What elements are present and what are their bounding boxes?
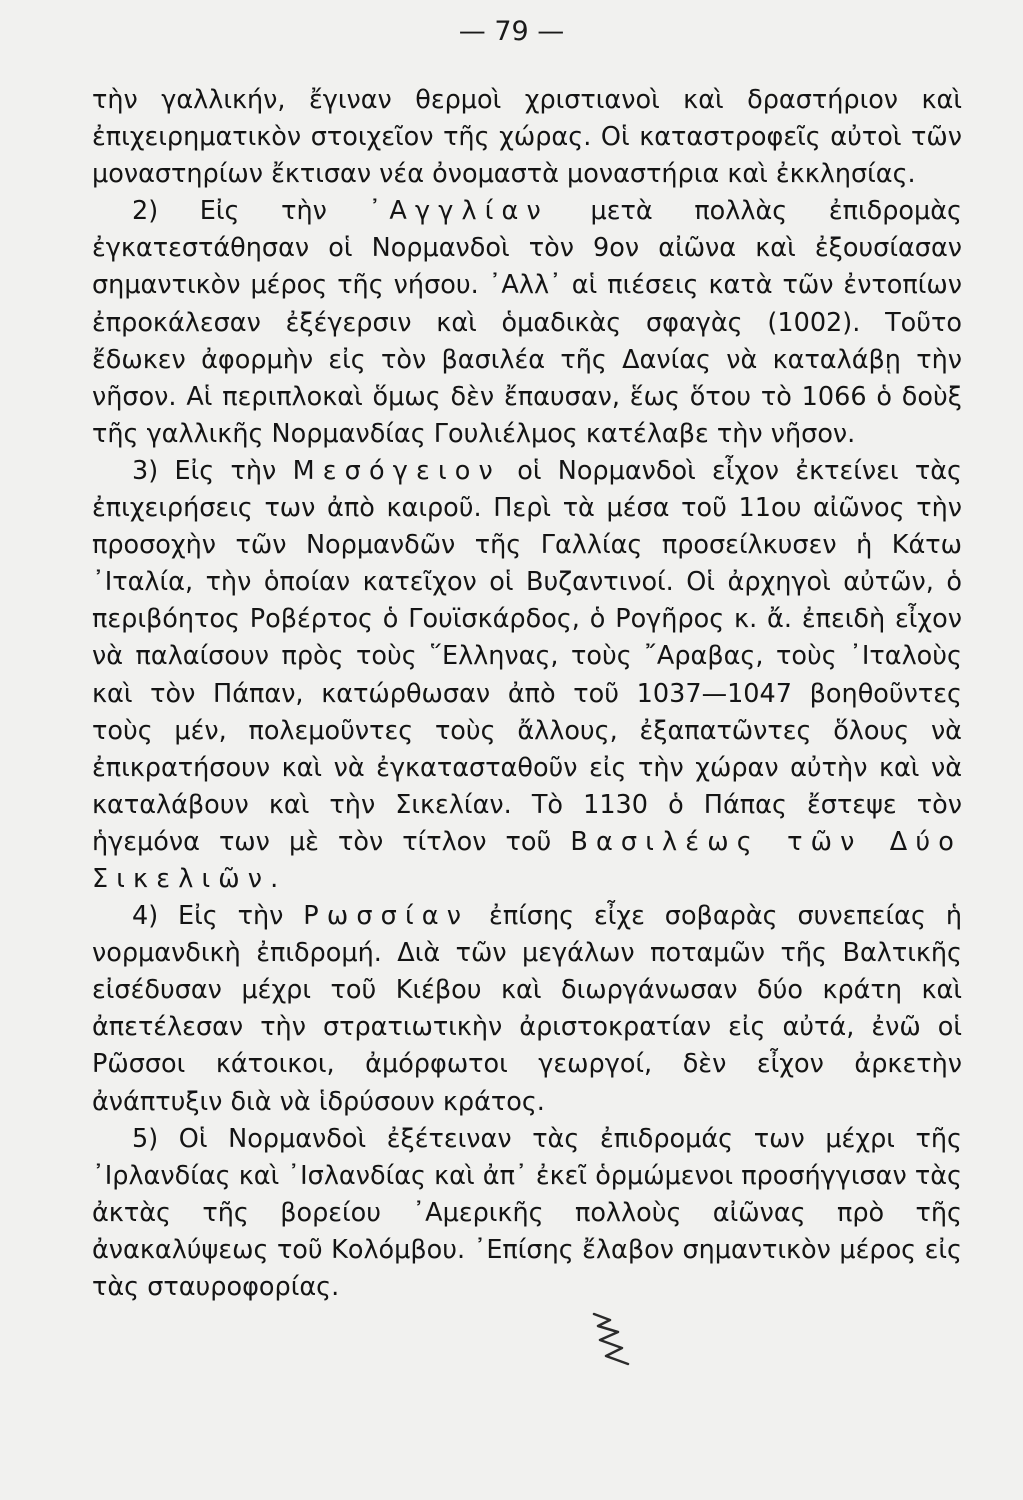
paragraph-3-text: οἱ Νορμανδοὶ εἶχον ἐκτείνει τὰς ἐπιχειρήσεις των ἀπὸ καιροῦ. Περὶ τὰ μέσα τοῦ 11ου αἰῶνος τὴν προσοχὴν τῶν Νορμανδῶν τῆς Γαλλίας προσείλκυσεν ἡ Κάτω ᾽Ιταλία, τὴν ὁποίαν κατεῖχον οἱ Βυζαντινοί. Οἱ ἀρχηγοὶ αὐτῶν, ὁ περιβόητος Ροβέρτος ὁ Γουϊσκάρδος, ὁ Ρογῆρος κ. ἄ. ἐπειδὴ εἶχον νὰ παλαίσουν πρὸς τοὺς ῞Ελληνας, τοὺς ῎Αραβας, τοὺς ᾽Ιταλοὺς καὶ τὸν Πάπαν, κατώρθωσαν ἀπὸ τοῦ 1037—1047 βοηθοῦντες τοὺς μέν, πολεμοῦντες τοὺς ἄλλους, ἐξαπατῶντες ὅλους νὰ ἐπικρατήσουν καὶ νὰ ἐγκατασταθοῦν εἰς τὴν χώραν αὐτὴν καὶ νὰ καταλάβουν καὶ τὴν Σικελίαν. Τὸ 1130 ὁ Πάπας ἔστεψε τὸν ἡγεμόνα των μὲ τὸν τίτλον τοῦ bbox=[92, 455, 962, 857]
paragraph-2-lead: 2) Εἰς τὴν bbox=[132, 196, 327, 227]
body-text bbox=[92, 82, 962, 1306]
paragraph-4-lead: 4) Εἰς τὴν bbox=[132, 901, 284, 932]
paragraph-1: τὴν γαλλικήν, ἔγιναν θερμοὶ χριστιανοὶ καὶ δραστήριον καὶ ἐπιχειρηματικὸν στοιχεῖον τῆς χώρας. Οἱ καταστροφεῖς αὐτοὶ τῶν μοναστηρίων ἔκτισαν νέα ὀνομαστὰ μοναστήρια καὶ ἐκκλησίας. bbox=[92, 85, 962, 190]
term-england: ᾽Αγγλίαν bbox=[368, 196, 549, 227]
paragraph-4 bbox=[92, 898, 962, 1121]
paragraph-5: 5) Οἱ Νορμανδοὶ ἐξέτειναν τὰς ἐπιδρομάς των μέχρι τῆς ᾽Ιρλανδίας καὶ ᾽Ισλανδίας καὶ ἀπ᾽ ἐκεῖ ὁρμώμενοι προσήγγισαν τὰς ἀκτὰς τῆς βορείου ᾽Αμερικῆς πολλοὺς αἰῶνας πρὸ τῆς ἀνακαλύψεως τοῦ Κολόμβου. ᾽Επίσης ἔλαβον σημαντικὸν μέρος εἰς τὰς σταυροφορίας. bbox=[92, 1123, 962, 1302]
paragraph-4-text: ἐπίσης εἶχε σοβαρὰς συνεπείας ἡ νορμανδικὴ ἐπιδρομή. Διὰ τῶν μεγάλων ποταμῶν τῆς Βαλτικῆς εἰσέδυσαν μέχρι τοῦ Κιέβου καὶ διωργάνωσαν δύο κράτη καὶ ἀπετέλεσαν τὴν στρατιωτικὴν ἀριστοκρατίαν εἰς αὐτά, ἐνῶ οἱ Ρῶσσοι κάτοικοι, ἀμόρφωτοι γεωργοί, δὲν εἶχον ἀρκετὴν ἀνάπτυξιν διὰ νὰ ἱδρύσουν κράτος. bbox=[92, 901, 963, 1117]
paragraph-3-lead: 3) Εἰς τὴν bbox=[132, 455, 277, 486]
term-mediterranean: Μεσόγειον bbox=[292, 455, 501, 486]
term-russia: Ρωσσίαν bbox=[303, 901, 470, 932]
page-number: — 79 — bbox=[458, 16, 565, 47]
pen-mark-icon bbox=[588, 1308, 634, 1368]
title-two-sicilies: Βασιλέως τῶν Δύο Σικελιῶν. bbox=[92, 826, 962, 894]
paragraph-2-text: μετὰ πολλὰς ἐπιδρομὰς ἐγκατεστάθησαν οἱ Νορμανδοὶ τὸν 9ον αἰῶνα καὶ ἐξουσίασαν σημαντικὸν μέρος τῆς νήσου. ᾽Αλλ᾽ αἱ πιέσεις κατὰ τῶν ἐντοπίων ἐπροκάλεσαν ἐξέγερσιν καὶ ὁμαδικὰς σφαγὰς (1002). Τοῦτο ἔδωκεν ἀφορμὴν εἰς τὸν βασιλέα τῆς Δανίας νὰ καταλάβῃ τὴν νῆσον. Αἱ περιπλοκαὶ ὅμως δὲν ἔπαυσαν, ἕως ὅτου τὸ 1066 ὁ δοὺξ τῆς γαλλικῆς Νορμανδίας Γουλιέλμος κατέλαβε τὴν νῆσον. bbox=[92, 196, 963, 449]
paragraph-2 bbox=[92, 193, 962, 453]
paragraph-3 bbox=[92, 453, 962, 898]
